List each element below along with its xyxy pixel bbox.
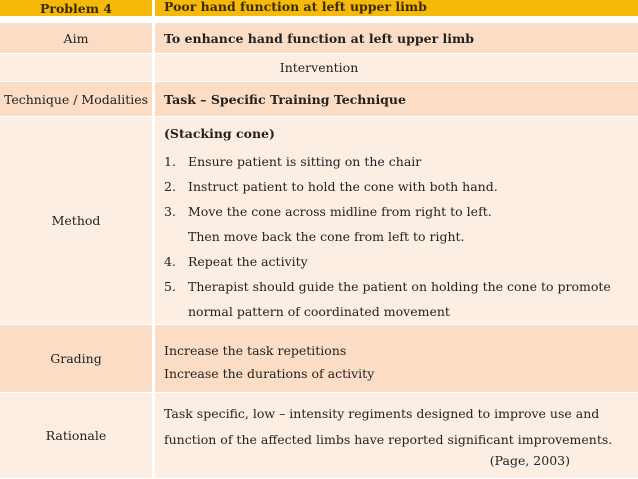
step-text: Therapist should guide the patient on holding the cone to promote (188, 279, 611, 294)
step-number: 5. (164, 279, 176, 294)
method-content (155, 117, 638, 324)
list-item (164, 249, 638, 274)
step-number: 1. (164, 154, 176, 169)
problem-value: Poor hand function at left upper limb (164, 0, 427, 14)
step-number: 4. (164, 254, 176, 269)
table-header-row (0, 0, 638, 17)
aim-value: To enhance hand function at left upper limb (164, 30, 474, 46)
intervention-heading: Intervention (0, 54, 638, 82)
grading-line: Increase the task repetitions (164, 343, 347, 358)
grading-content (155, 325, 638, 392)
column-divider (152, 0, 155, 479)
rationale-line: function of the affected limbs have reported significant improvements. (164, 432, 613, 447)
step-continuation: Then move back the cone from left to right. (188, 229, 465, 244)
grading-row (0, 325, 638, 393)
list-item (164, 274, 638, 299)
step-number: 2. (164, 179, 176, 194)
method-label: Method (51, 213, 101, 228)
method-row (0, 117, 638, 325)
rationale-label: Rationale (45, 428, 107, 443)
step-continuation: normal pattern of coordinated movement (188, 304, 450, 319)
aim-row (0, 23, 638, 54)
problem-label: Problem 4 (39, 1, 113, 16)
grading-label: Grading (50, 351, 102, 366)
technique-label: Technique / Modalities (3, 91, 149, 107)
step-text: Repeat the activity (188, 254, 308, 269)
method-subtitle: (Stacking cone) (164, 126, 275, 141)
step-text: Instruct patient to hold the cone with both hand. (188, 179, 498, 194)
list-item (164, 199, 638, 224)
technique-value: Task – Specific Training Technique (164, 91, 406, 107)
step-text: Ensure patient is sitting on the chair (188, 154, 422, 169)
grading-line: Increase the durations of activity (164, 366, 375, 381)
rationale-line: Task specific, low – intensity regiments designed to improve use and (164, 406, 600, 421)
rationale-content (155, 393, 638, 478)
citation: (Page, 2003) (489, 453, 570, 468)
step-number: 3. (164, 204, 176, 219)
step-text: Move the cone across midline from right to left. (188, 204, 492, 219)
technique-row (0, 82, 638, 117)
list-item (164, 174, 638, 199)
aim-label: Aim (63, 30, 89, 46)
list-item (164, 149, 638, 174)
rationale-row (0, 393, 638, 479)
